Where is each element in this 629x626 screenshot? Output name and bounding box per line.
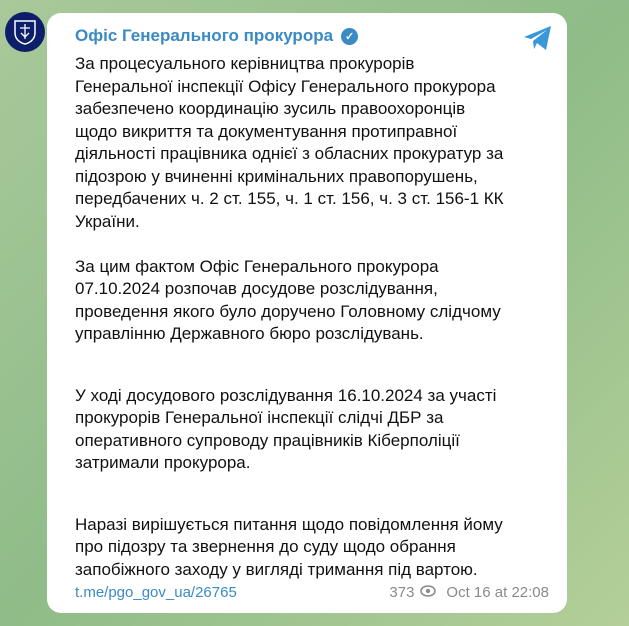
message-line: У ході досудового розслідування 16.10.2024 за участі xyxy=(75,385,497,405)
message-line: оперативного супроводу працівників Кіберполіції xyxy=(75,430,460,450)
message-line: управлінню Державного бюро розслідувань. xyxy=(75,324,424,343)
message-line: забезпечено координацію зусиль правоохоронців xyxy=(75,99,466,118)
eye-icon xyxy=(420,584,436,601)
message-line: передбачених ч. 2 ст. 155, ч. 1 ст. 156, ч. 3 ст. 156-1 КК xyxy=(75,189,504,208)
message-line: підозрою у вчиненні кримінальних правопорушень, xyxy=(75,166,478,186)
message-line: проведення якого було доручено Головному слідчому xyxy=(75,301,501,321)
view-count: 373 xyxy=(389,584,415,601)
message-line: За цим фактом Офіс Генерального прокурора xyxy=(75,256,439,276)
message-bubble xyxy=(47,13,567,613)
message-line: 07.10.2024 розпочав досудове розслідування, xyxy=(75,279,438,298)
channel-name[interactable]: Офіс Генерального прокурора ✓ xyxy=(75,26,358,46)
verified-icon: ✓ xyxy=(341,28,358,45)
message-line: діяльності працівника однієї з обласних прокуратур за xyxy=(75,144,504,163)
message-line: України. xyxy=(75,211,140,231)
message-line: затримали прокурора. xyxy=(75,453,251,472)
message-line: За процесуального керівництва прокурорів xyxy=(75,54,415,73)
message-line: запобіжного заходу у вигляді тримання під вартою. xyxy=(75,559,478,579)
channel-avatar[interactable] xyxy=(5,12,45,52)
message-line: щодо викриття та документування протиправної xyxy=(75,121,458,141)
message-line: Наразі вирішується питання щодо повідомлення йому xyxy=(75,514,503,534)
telegram-share-icon[interactable] xyxy=(523,25,553,56)
message-line: про підозру та звернення до суду щодо обрання xyxy=(75,537,456,556)
emblem-icon xyxy=(13,19,37,45)
message-line: прокурорів Генеральної інспекції слідчі ДБР за xyxy=(75,408,444,427)
post-link[interactable]: t.me/pgo_gov_ua/26765 xyxy=(75,584,237,601)
message-line: Генеральної інспекції Офісу Генерального прокурора xyxy=(75,76,496,96)
message-text xyxy=(75,53,504,581)
timestamp: Oct 16 at 22:08 xyxy=(446,584,549,601)
